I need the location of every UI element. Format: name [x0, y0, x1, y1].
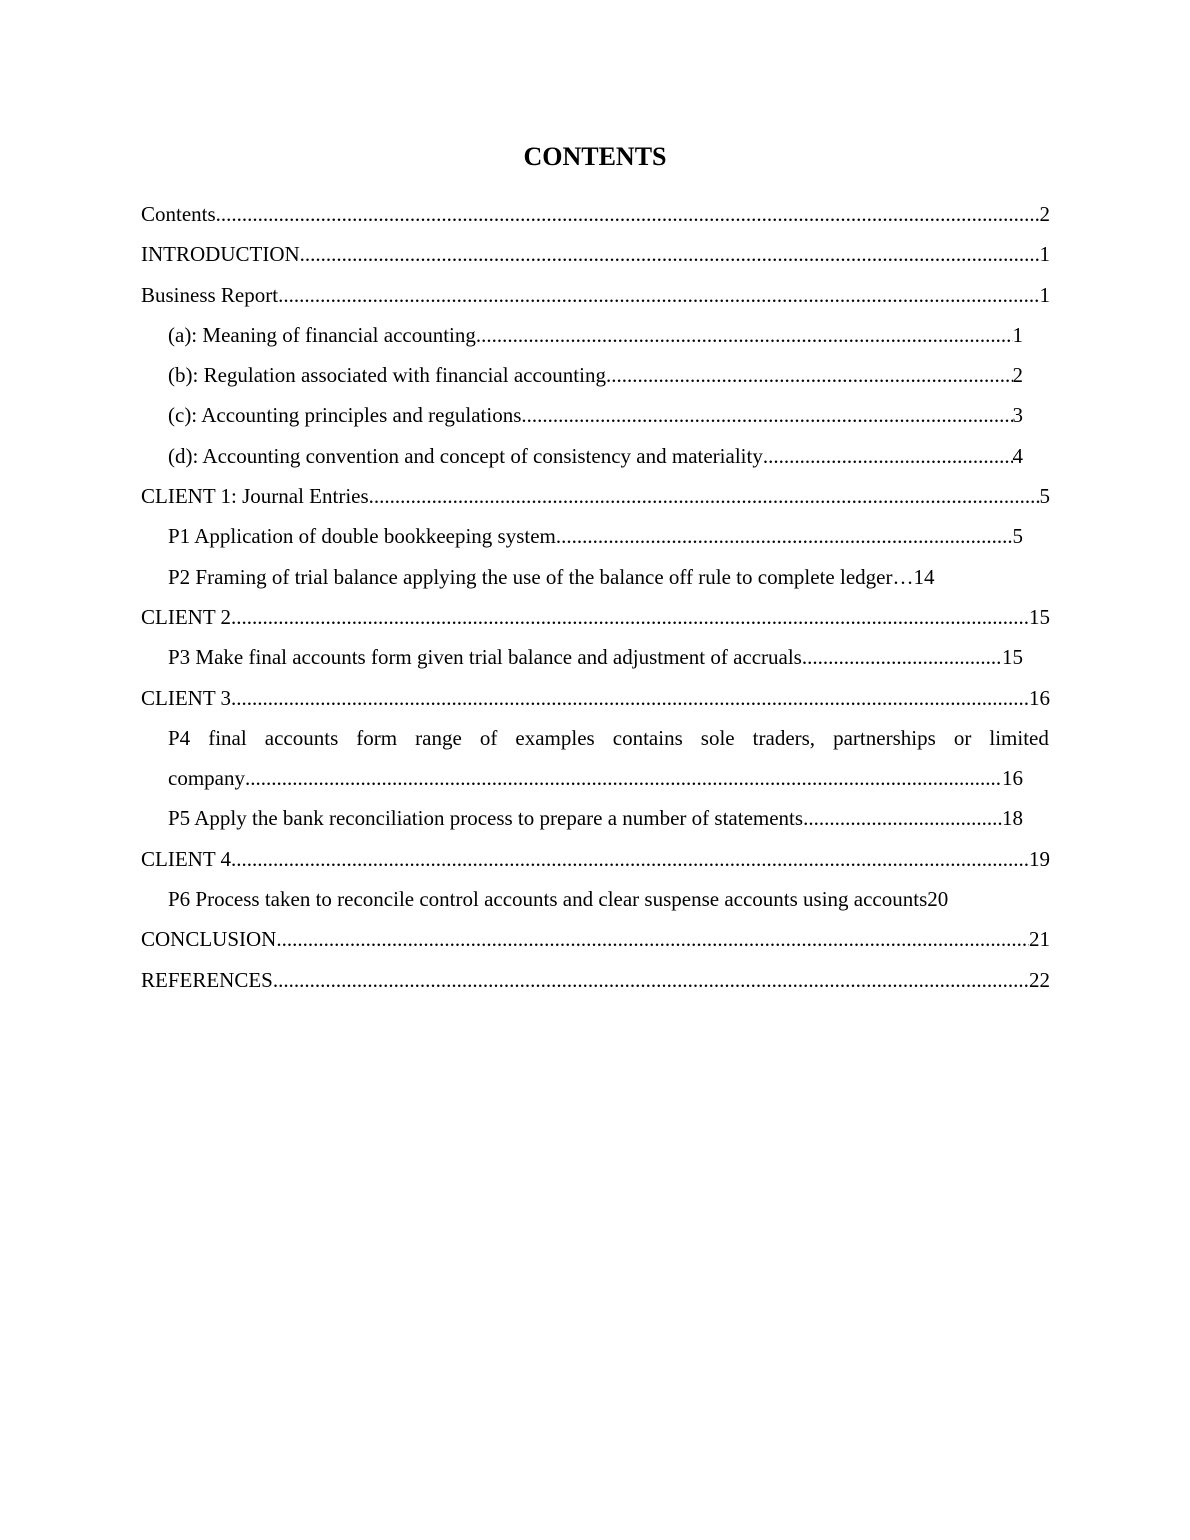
toc-entry-a[interactable]: [168, 315, 1023, 355]
toc-entry-text-line2: [168, 758, 1023, 798]
toc-word: range: [415, 725, 462, 750]
toc-entry-text: P5 Apply the bank reconciliation process to prepare a number of statements: [168, 806, 804, 831]
page-title: CONTENTS: [523, 142, 667, 171]
toc-entry-b[interactable]: [168, 355, 1023, 395]
toc-entry-business-report[interactable]: [141, 275, 1050, 315]
toc-page-number: 15: [1029, 604, 1050, 629]
toc-entry-text: CLIENT 1: Journal Entries: [141, 484, 369, 509]
toc-entry-references[interactable]: [141, 960, 1050, 1000]
toc-word: traders,: [752, 725, 816, 750]
toc-entry-p4[interactable]: [168, 718, 1049, 799]
toc-page-number: 19: [1029, 846, 1050, 871]
toc-page-number: 16: [1002, 766, 1023, 791]
toc-entry-client-1[interactable]: [141, 476, 1050, 516]
toc-entry-contents[interactable]: [141, 194, 1050, 234]
toc-entry-text: CONCLUSION: [141, 927, 277, 952]
toc-leader-dots: [245, 758, 1002, 798]
toc-leader-dots: [273, 960, 1029, 1000]
toc-entry-text: P6 Process taken to reconcile control accounts and clear suspense accounts using accounts: [168, 887, 928, 912]
toc-leader-dots: [476, 315, 1013, 355]
toc-entry-text: company: [168, 766, 245, 791]
toc-leader-dots: [803, 798, 1002, 838]
toc-page-number: 14: [913, 564, 935, 589]
toc-page-number: 4: [1012, 443, 1023, 468]
toc-word: limited: [989, 725, 1049, 750]
toc-leader-dots: [300, 234, 1040, 274]
toc-page-number: 5: [1012, 524, 1023, 549]
toc-entry-text: (b): Regulation associated with financial accounting: [168, 363, 606, 388]
toc-entry-p6[interactable]: [168, 879, 1049, 919]
toc-page-number: 3: [1012, 403, 1023, 428]
toc-page-number: 15: [1002, 645, 1023, 670]
toc-entry-p5[interactable]: [168, 798, 1023, 838]
toc-entry-text: CLIENT 2: [141, 604, 232, 629]
toc-page-number: 1: [1012, 322, 1023, 347]
toc-entry-text: REFERENCES: [141, 967, 273, 992]
toc-word: examples: [515, 725, 595, 750]
toc-entry-text-line1: [168, 718, 1049, 758]
toc-entry-p2[interactable]: [168, 557, 1023, 597]
toc-word: partnerships: [833, 725, 936, 750]
toc-leader-dots: [521, 395, 1012, 435]
table-of-contents: [0, 194, 1190, 1000]
toc-entry-text: (d): Accounting convention and concept of consistency and materiality: [168, 443, 763, 468]
toc-entry-text: P2 Framing of trial balance applying the use of the balance off rule to complete ledger…: [168, 564, 914, 589]
toc-page-number: 1: [1039, 282, 1050, 307]
toc-entry-text: CLIENT 3: [141, 685, 232, 710]
toc-page-number: 21: [1029, 927, 1050, 952]
toc-word: final: [208, 725, 247, 750]
toc-page-number: 2: [1039, 202, 1050, 226]
toc-entry-text: (c): Accounting principles and regulations: [168, 403, 522, 428]
toc-word: or: [953, 725, 972, 750]
toc-entry-text: CLIENT 4: [141, 846, 232, 871]
toc-leader-dots: [276, 919, 1029, 959]
toc-entry-p1[interactable]: [168, 516, 1023, 556]
toc-entry-client-2[interactable]: [141, 597, 1050, 637]
toc-entry-text: Contents: [141, 202, 216, 226]
toc-entry-text: P1 Application of double bookkeeping system: [168, 524, 556, 549]
toc-entry-conclusion[interactable]: [141, 919, 1050, 959]
toc-page-number: 16: [1029, 685, 1050, 710]
toc-leader-dots: [763, 436, 1013, 476]
toc-page-number: 18: [1002, 806, 1023, 831]
toc-page-number: 2: [1012, 363, 1023, 388]
toc-entry-d[interactable]: [168, 436, 1023, 476]
toc-entry-text: P3 Make final accounts form given trial balance and adjustment of accruals: [168, 645, 802, 670]
toc-page-number: 5: [1039, 484, 1050, 509]
toc-entry-text: INTRODUCTION: [141, 242, 300, 267]
toc-leader-dots: [369, 476, 1040, 516]
toc-entry-text: Business Report: [141, 282, 279, 307]
toc-leader-dots: [606, 355, 1013, 395]
toc-leader-dots: [231, 678, 1029, 718]
toc-leader-dots: [231, 597, 1029, 637]
toc-leader-dots: [278, 275, 1039, 315]
toc-page-number: 20: [927, 887, 949, 912]
toc-word: contains: [612, 725, 683, 750]
toc-entry-p3[interactable]: [168, 637, 1023, 677]
toc-entry-text: (a): Meaning of financial accounting: [168, 322, 476, 347]
toc-entry-introduction[interactable]: [141, 234, 1050, 274]
toc-leader-dots: [802, 637, 1002, 677]
toc-word: of: [479, 725, 498, 750]
toc-word: sole: [700, 725, 735, 750]
toc-leader-dots: [556, 516, 1013, 556]
toc-leader-dots: [231, 839, 1029, 879]
toc-page-number: 22: [1029, 967, 1050, 992]
toc-entry-client-3[interactable]: [141, 678, 1050, 718]
toc-entry-c[interactable]: [168, 395, 1023, 435]
toc-entry-client-4[interactable]: [141, 839, 1050, 879]
toc-leader-dots: [216, 194, 1040, 234]
toc-word: form: [356, 725, 398, 750]
toc-page-number: 1: [1039, 242, 1050, 267]
toc-word: accounts: [264, 725, 339, 750]
toc-word: P4: [168, 725, 191, 750]
